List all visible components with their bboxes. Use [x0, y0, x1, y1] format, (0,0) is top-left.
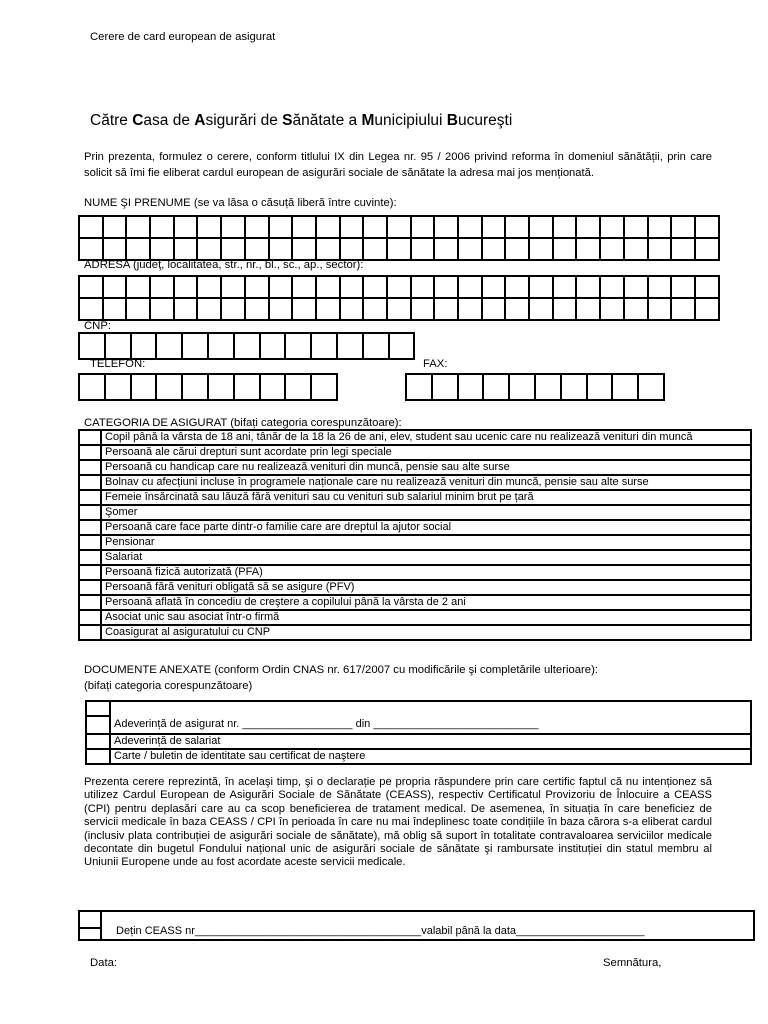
category-row	[79, 520, 751, 535]
char-box[interactable]	[336, 332, 364, 360]
name-char-grid	[78, 215, 720, 261]
fax-field-label: FAX:	[423, 358, 448, 370]
char-box[interactable]	[433, 237, 459, 261]
char-box[interactable]	[410, 215, 436, 239]
category-item-label: Femeie însărcinată sau lăuză fără venituri sau cu venituri sub salariul minim brut pe țară	[101, 490, 751, 505]
char-box[interactable]	[457, 297, 483, 321]
name-field-label: NUME ŞI PRENUME (se va lăsa o căsuță liberă între cuvinte):	[84, 197, 397, 209]
char-box[interactable]	[102, 237, 128, 261]
char-box[interactable]	[623, 237, 649, 261]
document-row	[86, 749, 751, 764]
char-box[interactable]	[102, 275, 128, 299]
char-box[interactable]	[125, 215, 151, 239]
char-box[interactable]	[173, 215, 199, 239]
category-checkbox[interactable]	[79, 535, 101, 550]
char-box[interactable]	[268, 275, 294, 299]
char-box[interactable]	[268, 237, 294, 261]
char-box[interactable]	[560, 373, 588, 401]
char-box[interactable]	[508, 373, 536, 401]
char-box[interactable]	[647, 215, 673, 239]
telefon-field-label: TELEFON:	[90, 358, 146, 370]
document-item-label: Adeverință de asigurat nr. __________________ din ___________________________	[110, 701, 751, 734]
char-box[interactable]	[244, 275, 270, 299]
char-box[interactable]	[504, 297, 530, 321]
char-box[interactable]	[244, 215, 270, 239]
category-checkbox[interactable]	[79, 505, 101, 520]
char-box[interactable]	[78, 275, 104, 299]
char-box[interactable]	[482, 373, 510, 401]
char-box[interactable]	[315, 297, 341, 321]
char-box[interactable]	[339, 237, 365, 261]
documents-table	[85, 700, 752, 765]
char-box[interactable]	[433, 215, 459, 239]
category-checkbox[interactable]	[79, 550, 101, 565]
char-box[interactable]	[196, 297, 222, 321]
char-box[interactable]	[362, 275, 388, 299]
char-box[interactable]	[457, 373, 485, 401]
document-item-label: Carte / buletin de identitate sau certificat de naştere	[110, 749, 751, 764]
char-box[interactable]	[611, 373, 639, 401]
category-item-label: Pensionar	[101, 535, 751, 550]
char-box[interactable]	[647, 297, 673, 321]
char-box[interactable]	[220, 237, 246, 261]
char-box[interactable]	[207, 373, 235, 401]
char-box[interactable]	[315, 275, 341, 299]
char-box[interactable]	[552, 275, 578, 299]
char-box[interactable]	[259, 332, 287, 360]
heading-segment: sigurări de	[205, 112, 283, 129]
char-box[interactable]	[599, 275, 625, 299]
char-box[interactable]	[339, 297, 365, 321]
char-box[interactable]	[599, 297, 625, 321]
char-grid-row	[78, 275, 720, 299]
char-box[interactable]	[410, 297, 436, 321]
char-box[interactable]	[155, 332, 183, 360]
char-box[interactable]	[149, 215, 175, 239]
category-item-label: Coasigurat al asiguratului cu CNP	[101, 625, 751, 640]
char-box[interactable]	[362, 215, 388, 239]
char-box[interactable]	[125, 275, 151, 299]
heading-segment: M	[361, 112, 375, 129]
form-type-label: Cerere de card european de asigurat	[90, 31, 276, 43]
category-row	[79, 580, 751, 595]
char-box[interactable]	[104, 373, 132, 401]
category-table	[78, 429, 752, 641]
char-box[interactable]	[528, 275, 554, 299]
char-box[interactable]	[623, 297, 649, 321]
char-box[interactable]	[575, 297, 601, 321]
address-char-grid	[78, 275, 720, 321]
char-grid-row	[78, 373, 338, 401]
heading-segment: A	[194, 112, 206, 129]
char-box[interactable]	[173, 297, 199, 321]
char-box[interactable]	[694, 275, 720, 299]
category-row	[79, 565, 751, 580]
heading-segment: B	[446, 112, 458, 129]
document-row	[86, 701, 751, 734]
char-box[interactable]	[220, 297, 246, 321]
char-box[interactable]	[207, 332, 235, 360]
char-box[interactable]	[457, 275, 483, 299]
heading-segment: S	[282, 112, 293, 129]
heading-segment: Către	[90, 112, 133, 129]
heading-segment: ănătate a	[292, 112, 362, 129]
category-row	[79, 445, 751, 460]
char-box[interactable]	[575, 215, 601, 239]
char-box[interactable]	[284, 332, 312, 360]
char-box[interactable]	[339, 275, 365, 299]
char-box[interactable]	[315, 215, 341, 239]
char-box[interactable]	[647, 275, 673, 299]
category-item-label: Persoană cu handicap care nu realizează venituri din muncă, pensie sau alte surse	[101, 460, 751, 475]
char-box[interactable]	[362, 237, 388, 261]
cnp-field-label: CNP:	[84, 320, 111, 332]
category-row	[79, 550, 751, 565]
intro-paragraph: Prin prezenta, formulez o cerere, conform titlului IX din Legea nr. 95 / 2006 privind reforma în domeniul sănătății, prin care solicit să îmi fie eliberat cardul european de asigurări sociale de sănătate la adresa mai jos menționată.	[84, 151, 712, 179]
document-item-label: Adeverință de salariat	[110, 734, 751, 749]
char-box[interactable]	[670, 215, 696, 239]
char-box[interactable]	[410, 275, 436, 299]
char-box[interactable]	[233, 332, 261, 360]
char-box[interactable]	[552, 297, 578, 321]
char-box[interactable]	[149, 297, 175, 321]
char-box[interactable]	[386, 275, 412, 299]
category-item-label: Bolnav cu afecțiuni incluse în programele naționale care nu realizează venituri din muncă, pensie sau alte surse	[101, 475, 751, 490]
char-box[interactable]	[149, 275, 175, 299]
char-box[interactable]	[481, 275, 507, 299]
char-box[interactable]	[244, 297, 270, 321]
char-box[interactable]	[433, 297, 459, 321]
char-box[interactable]	[431, 373, 459, 401]
document-checkbox[interactable]	[87, 702, 109, 717]
category-item-label: Persoană fizică autorizată (PFA)	[101, 565, 751, 580]
char-box[interactable]	[552, 237, 578, 261]
char-box[interactable]	[481, 297, 507, 321]
char-box[interactable]	[78, 297, 104, 321]
char-box[interactable]	[268, 215, 294, 239]
char-grid-row	[78, 297, 720, 321]
category-row	[79, 475, 751, 490]
ceass-checkbox[interactable]	[80, 912, 100, 929]
document-checkbox[interactable]	[86, 749, 110, 764]
char-box[interactable]	[78, 373, 106, 401]
documents-section-sublabel: (bifați categoria corespunzătoare)	[84, 680, 253, 692]
char-box[interactable]	[670, 237, 696, 261]
char-box[interactable]	[291, 275, 317, 299]
char-box[interactable]	[284, 373, 312, 401]
char-box[interactable]	[386, 215, 412, 239]
category-checkbox[interactable]	[79, 430, 101, 445]
char-box[interactable]	[433, 275, 459, 299]
char-box[interactable]	[481, 237, 507, 261]
date-label: Data:	[90, 957, 118, 969]
char-grid-row	[78, 215, 720, 239]
char-box[interactable]	[196, 215, 222, 239]
char-box[interactable]	[405, 373, 433, 401]
heading-segment: unicipiului	[374, 112, 447, 129]
heading-segment: C	[132, 112, 144, 129]
category-item-label: Persoană aflată în concediu de creştere a copilului până la vârsta de 2 ani	[101, 595, 751, 610]
heading-segment: asa de	[143, 112, 195, 129]
ceass-row	[78, 910, 755, 941]
signature-label: Semnătura,	[603, 957, 662, 969]
char-box[interactable]	[125, 297, 151, 321]
char-box[interactable]	[233, 373, 261, 401]
char-box[interactable]	[291, 297, 317, 321]
char-box[interactable]	[244, 237, 270, 261]
category-section-label: CATEGORIA DE ASIGURAT (bifați categoria corespunzătoare):	[84, 417, 402, 429]
category-row	[79, 505, 751, 520]
char-box[interactable]	[647, 237, 673, 261]
char-box[interactable]	[457, 237, 483, 261]
category-checkbox[interactable]	[79, 565, 101, 580]
category-checkbox[interactable]	[79, 625, 101, 640]
char-box[interactable]	[291, 215, 317, 239]
char-box[interactable]	[310, 332, 338, 360]
char-box[interactable]	[173, 237, 199, 261]
char-box[interactable]	[196, 237, 222, 261]
char-box[interactable]	[102, 297, 128, 321]
char-box[interactable]	[78, 332, 106, 360]
char-box[interactable]	[104, 332, 132, 360]
char-box[interactable]	[130, 373, 158, 401]
address-field-label: ADRESA (judeţ, localitatea, str., nr., bl., sc., ap., sector):	[84, 259, 364, 271]
char-box[interactable]	[196, 275, 222, 299]
category-row	[79, 595, 751, 610]
char-box[interactable]	[149, 237, 175, 261]
char-box[interactable]	[528, 297, 554, 321]
char-box[interactable]	[78, 215, 104, 239]
char-box[interactable]	[102, 215, 128, 239]
char-box[interactable]	[220, 275, 246, 299]
char-box[interactable]	[528, 215, 554, 239]
char-box[interactable]	[388, 332, 416, 360]
category-item-label: Persoană ale cărui drepturi sunt acordate prin legi speciale	[101, 445, 751, 460]
category-item-label: Şomer	[101, 505, 751, 520]
char-box[interactable]	[339, 215, 365, 239]
ceass-checkbox-cell	[80, 912, 102, 939]
char-grid-row	[78, 332, 415, 360]
category-item-label: Salariat	[101, 550, 751, 565]
char-box[interactable]	[291, 237, 317, 261]
category-checkbox[interactable]	[79, 580, 101, 595]
document-checkbox-cell	[86, 701, 110, 734]
ceass-line-text: Dețin CEASS nr_____________________________________valabil până la data_____________________	[116, 925, 645, 937]
category-item-label: Asociat unic sau asociat într-o firmă	[101, 610, 751, 625]
document-row	[86, 734, 751, 749]
category-item-label: Copil până la vârsta de 18 ani, tânăr de la 18 la 26 de ani, elev, student sau ucenic care nu realizează venituri din muncă	[101, 430, 751, 445]
char-box[interactable]	[575, 237, 601, 261]
telefon-char-grid	[78, 373, 338, 401]
char-box[interactable]	[362, 332, 390, 360]
char-box[interactable]	[268, 297, 294, 321]
char-box[interactable]	[670, 275, 696, 299]
char-box[interactable]	[504, 215, 530, 239]
category-row	[79, 625, 751, 640]
char-box[interactable]	[386, 297, 412, 321]
category-row	[79, 430, 751, 445]
category-checkbox[interactable]	[79, 490, 101, 505]
char-box[interactable]	[575, 275, 601, 299]
category-item-label: Persoană fără venituri obligată să se asigure (PFV)	[101, 580, 751, 595]
category-checkbox[interactable]	[79, 445, 101, 460]
char-box[interactable]	[220, 215, 246, 239]
char-box[interactable]	[552, 215, 578, 239]
char-box[interactable]	[410, 237, 436, 261]
char-box[interactable]	[586, 373, 614, 401]
document-checkbox[interactable]	[86, 734, 110, 749]
char-box[interactable]	[637, 373, 665, 401]
category-checkbox[interactable]	[79, 475, 101, 490]
char-box[interactable]	[534, 373, 562, 401]
char-box[interactable]	[362, 297, 388, 321]
char-box[interactable]	[694, 215, 720, 239]
char-grid-row	[405, 373, 665, 401]
category-checkbox[interactable]	[79, 520, 101, 535]
category-checkbox[interactable]	[79, 610, 101, 625]
char-box[interactable]	[599, 215, 625, 239]
category-row	[79, 610, 751, 625]
cnp-char-grid	[78, 332, 415, 360]
category-item-label: Persoană care face parte dintr-o familie care are dreptul la ajutor social	[101, 520, 751, 535]
category-checkbox[interactable]	[79, 460, 101, 475]
char-box[interactable]	[694, 237, 720, 261]
char-box[interactable]	[173, 275, 199, 299]
category-checkbox[interactable]	[79, 595, 101, 610]
char-box[interactable]	[130, 332, 158, 360]
char-box[interactable]	[155, 373, 183, 401]
char-box[interactable]	[181, 373, 209, 401]
char-box[interactable]	[528, 237, 554, 261]
fax-char-grid	[405, 373, 665, 401]
char-box[interactable]	[481, 215, 507, 239]
char-grid-row	[78, 237, 720, 261]
char-box[interactable]	[694, 297, 720, 321]
char-box[interactable]	[670, 297, 696, 321]
char-box[interactable]	[310, 373, 338, 401]
declaration-paragraph: Prezenta cerere reprezintă, în acelaşi timp, şi o declarație pe propria răspundere prin care certific faptul că nu intenționez să utilizez Cardul European de Asigurări Sociale de Sănătate (CEASS), respectiv Certificatul Provizoriu de Înlocuire a CEASS (CPI) pentru deplasări care au ca scop beneficierea de tratament medical. De asemenea, în situația în care beneficiez de servicii medicale în baza CEASS / CPI în perioada în care nu mai îndeplinesc toate condițiile în baza cărora s-a eliberat cardul (inclusiv plata contribuției de asigurări sociale de sănătate), mă oblig să suport în totalitate contravaloarea serviciilor medicale decontate din bugetul Fondului național unic de asigurări sociale de sănătate şi rambursate instituției din statul membru al Uniunii Europene unde au fost acordate aceste servicii medicale.	[84, 776, 712, 869]
char-box[interactable]	[315, 237, 341, 261]
documents-section-label: DOCUMENTE ANEXATE (conform Ordin CNAS nr. 617/2007 cu modificările şi completările ulterioare):	[84, 664, 598, 676]
char-box[interactable]	[623, 215, 649, 239]
char-box[interactable]	[599, 237, 625, 261]
char-box[interactable]	[386, 237, 412, 261]
category-row	[79, 535, 751, 550]
char-box[interactable]	[504, 237, 530, 261]
char-box[interactable]	[504, 275, 530, 299]
char-box[interactable]	[125, 237, 151, 261]
heading-segment: ucureşti	[457, 112, 513, 129]
char-box[interactable]	[259, 373, 287, 401]
category-row	[79, 490, 751, 505]
char-box[interactable]	[623, 275, 649, 299]
page-title	[90, 112, 512, 130]
char-box[interactable]	[78, 237, 104, 261]
category-row	[79, 460, 751, 475]
char-box[interactable]	[457, 215, 483, 239]
char-box[interactable]	[181, 332, 209, 360]
